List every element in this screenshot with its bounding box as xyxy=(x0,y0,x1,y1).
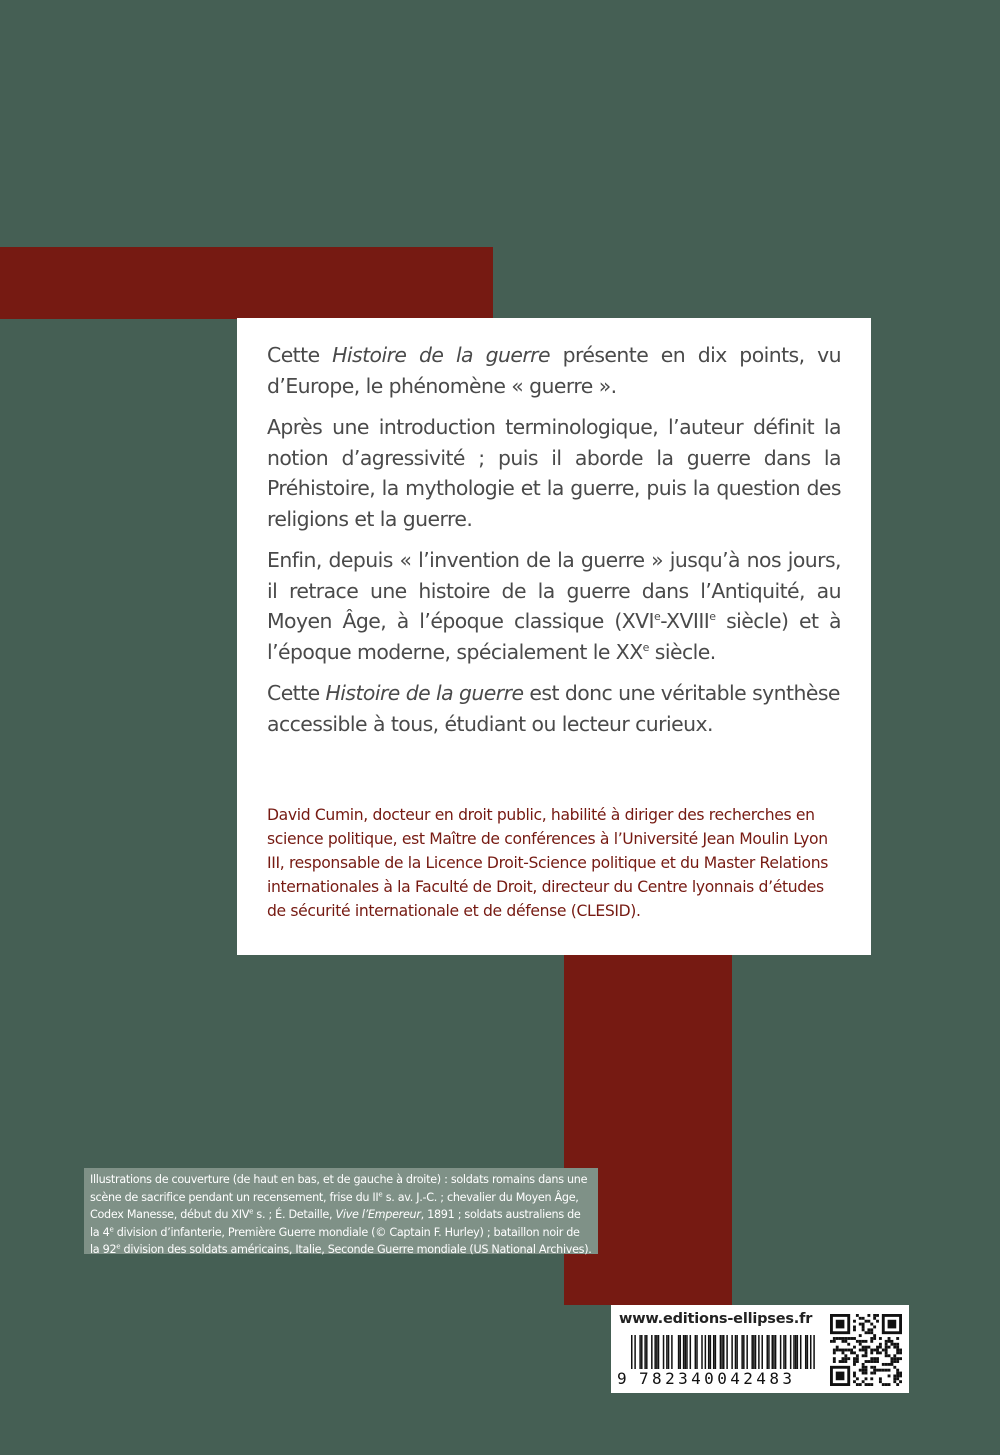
qr-cell xyxy=(862,1372,865,1375)
qr-cell xyxy=(850,1349,853,1352)
qr-cell xyxy=(853,1374,856,1377)
barcode-bar xyxy=(680,1335,682,1369)
qr-cell xyxy=(882,1349,885,1352)
barcode-bar xyxy=(723,1335,725,1369)
barcode-bar xyxy=(797,1335,799,1369)
isbn-first-digit: 9 xyxy=(617,1369,627,1388)
qr-code-icon xyxy=(830,1314,902,1386)
qr-cell xyxy=(893,1360,896,1363)
barcode-bar xyxy=(773,1335,775,1369)
qr-cell xyxy=(862,1328,865,1331)
qr-cell xyxy=(893,1343,896,1346)
qr-cell xyxy=(856,1383,859,1386)
barcode-bar xyxy=(668,1335,670,1369)
qr-cell xyxy=(853,1326,856,1329)
qr-cell xyxy=(870,1383,873,1386)
qr-cell xyxy=(879,1369,882,1372)
qr-cell xyxy=(899,1357,902,1360)
qr-cell xyxy=(833,1340,836,1343)
barcode-bar xyxy=(785,1335,787,1369)
qr-cell xyxy=(893,1357,896,1360)
qr-cell xyxy=(890,1357,893,1360)
qr-cell xyxy=(888,1374,891,1377)
qr-cell xyxy=(853,1380,856,1383)
qr-cell xyxy=(899,1372,902,1375)
qr-cell xyxy=(847,1357,850,1360)
qr-cell xyxy=(867,1320,870,1323)
qr-cell xyxy=(833,1337,836,1340)
qr-cell xyxy=(870,1328,873,1331)
qr-cell xyxy=(859,1334,862,1337)
qr-cell xyxy=(896,1377,899,1380)
qr-cell xyxy=(844,1349,847,1352)
barcode-bar xyxy=(634,1335,636,1369)
qr-cell xyxy=(862,1340,865,1343)
qr-cell xyxy=(896,1369,899,1372)
book-title-italic: Histoire de la guerre xyxy=(332,343,550,367)
qr-cell xyxy=(862,1366,865,1369)
qr-cell xyxy=(873,1366,876,1369)
qr-cell xyxy=(853,1360,856,1363)
qr-cell xyxy=(873,1317,876,1320)
book-title-italic: Histoire de la guerre xyxy=(325,681,524,705)
barcode-bar xyxy=(805,1335,807,1369)
qr-cell xyxy=(873,1337,876,1340)
qr-cell xyxy=(873,1372,876,1375)
qr-cell xyxy=(876,1360,879,1363)
isbn-digits: 782340042483 xyxy=(639,1369,796,1388)
barcode-bar xyxy=(656,1335,658,1369)
qr-cell xyxy=(853,1320,856,1323)
barcode-bar xyxy=(780,1335,782,1369)
qr-cell xyxy=(859,1383,862,1386)
qr-cell xyxy=(888,1369,891,1372)
qr-cell xyxy=(870,1366,873,1369)
qr-cell xyxy=(876,1346,879,1349)
qr-cell xyxy=(882,1363,885,1366)
qr-cell xyxy=(896,1372,899,1375)
cover-illustration-credits: Illustrations de couverture (de haut en bas, et de gauche à droite) : soldats romains dans une scène de sacrifice pendant un recensement, frise du IIe s. av. J.-C. ; chevalier du Moyen Âge, Codex Manesse, début du XIVe s. ; É. Detaille, Vive l’Empereur, 1891 ; soldats australiens de la 4e division d’infanterie, Première Guerre mondiale (© Captain F. Hurley) ; bataillon noir de la 92e division des soldats américains, Italie, Seconde Guerre mondiale (US National Archives). xyxy=(84,1168,598,1254)
barcode-bar xyxy=(701,1335,703,1369)
qr-cell xyxy=(885,1354,888,1357)
qr-cell xyxy=(896,1351,899,1354)
qr-cell xyxy=(853,1337,856,1340)
qr-cell xyxy=(847,1343,850,1346)
barcode-bar xyxy=(705,1335,707,1369)
barcode-bar xyxy=(753,1335,755,1369)
qr-cell xyxy=(867,1328,870,1331)
qr-cell xyxy=(865,1354,868,1357)
red-band-top xyxy=(0,247,493,319)
barcode-bar xyxy=(720,1335,722,1369)
qr-cell xyxy=(899,1374,902,1377)
qr-cell xyxy=(865,1372,868,1375)
qr-cell xyxy=(844,1340,847,1343)
qr-cell xyxy=(879,1380,882,1383)
barcode-bar xyxy=(761,1335,763,1369)
barcode-bar xyxy=(813,1335,815,1369)
qr-cell xyxy=(896,1337,899,1340)
barcode-bar xyxy=(696,1335,698,1369)
author-bio: David Cumin, docteur en droit public, habilité à diriger des recherches en science politique, est Maître de conférences à l’Université Jean Moulin Lyon III, responsable de la Licence Droit-Science politique et du Master Relations internationales à la Faculté de Droit, directeur du Centre lyonnais d’études de sécurité internationale et de défense (CLESID). xyxy=(267,806,829,920)
qr-cell xyxy=(862,1354,865,1357)
qr-cell xyxy=(879,1337,882,1340)
barcode-bar xyxy=(678,1335,680,1369)
barcode-bar xyxy=(666,1335,668,1369)
barcode-bar xyxy=(726,1335,728,1369)
qr-cell xyxy=(888,1363,891,1366)
barcode-bar xyxy=(741,1335,743,1369)
barcode-bar xyxy=(736,1335,738,1369)
qr-cell xyxy=(873,1349,876,1352)
barcode-bar xyxy=(708,1335,710,1369)
qr-cell xyxy=(876,1320,879,1323)
qr-cell xyxy=(865,1320,868,1323)
qr-cell xyxy=(859,1349,862,1352)
qr-cell xyxy=(879,1343,882,1346)
barcode-bar xyxy=(654,1335,656,1369)
qr-cell xyxy=(862,1323,865,1326)
qr-cell xyxy=(893,1374,896,1377)
barcode-bar xyxy=(641,1335,643,1369)
qr-cell xyxy=(867,1346,870,1349)
barcode-bar xyxy=(646,1335,648,1369)
barcode-bar xyxy=(766,1335,768,1369)
barcode-bar xyxy=(775,1335,777,1369)
qr-cell xyxy=(865,1366,868,1369)
qr-cell xyxy=(890,1363,893,1366)
qr-cell xyxy=(865,1369,868,1372)
qr-cell xyxy=(873,1369,876,1372)
barcode-bar xyxy=(807,1335,809,1369)
qr-cell xyxy=(836,1349,839,1352)
barcode-bar xyxy=(758,1335,760,1369)
qr-cell xyxy=(888,1320,897,1329)
qr-cell xyxy=(896,1374,899,1377)
qr-cell xyxy=(856,1360,859,1363)
qr-cell xyxy=(865,1351,868,1354)
qr-cell xyxy=(865,1331,868,1334)
blurb-paragraph-1: Cette Histoire de la guerre présente en dix points, vu d’Europe, le phénomène « guerre ». xyxy=(267,343,842,398)
qr-cell xyxy=(896,1346,899,1349)
qr-cell xyxy=(856,1377,859,1380)
qr-cell xyxy=(885,1363,888,1366)
qr-cell xyxy=(885,1349,888,1352)
qr-cell xyxy=(842,1360,845,1363)
qr-cell xyxy=(893,1346,896,1349)
qr-cell xyxy=(865,1349,868,1352)
qr-cell xyxy=(870,1372,873,1375)
barcode-bar xyxy=(755,1335,757,1369)
qr-cell xyxy=(873,1360,876,1363)
qr-cell xyxy=(870,1337,873,1340)
qr-cell xyxy=(862,1317,865,1320)
qr-cell xyxy=(844,1354,847,1357)
barcode-bar xyxy=(658,1335,660,1369)
qr-cell xyxy=(836,1320,845,1329)
qr-cell xyxy=(870,1340,873,1343)
barcode-bar xyxy=(639,1335,641,1369)
qr-cell xyxy=(842,1351,845,1354)
qr-cell xyxy=(833,1349,836,1352)
qr-cell xyxy=(859,1317,862,1320)
barcode-bar xyxy=(683,1335,685,1369)
qr-cell xyxy=(850,1337,853,1340)
qr-cell xyxy=(833,1351,836,1354)
qr-cell xyxy=(882,1369,885,1372)
qr-cell xyxy=(836,1372,845,1381)
qr-cell xyxy=(847,1349,850,1352)
qr-cell xyxy=(870,1360,873,1363)
qr-cell xyxy=(862,1326,865,1329)
publisher-website[interactable]: www.editions-ellipses.fr xyxy=(619,1311,813,1327)
barcode-bar xyxy=(731,1335,733,1369)
qr-cell xyxy=(839,1337,842,1340)
qr-cell xyxy=(842,1337,845,1340)
qr-cell xyxy=(862,1369,865,1372)
blurb xyxy=(267,340,841,739)
barcode-bar xyxy=(768,1335,770,1369)
qr-cell xyxy=(873,1334,876,1337)
qr-cell xyxy=(862,1346,865,1349)
qr-cell xyxy=(867,1331,870,1334)
qr-cell xyxy=(856,1340,859,1343)
barcode-bar xyxy=(631,1335,633,1369)
qr-cell xyxy=(842,1349,845,1352)
qr-cell xyxy=(844,1357,847,1360)
blurb-paragraph-2: Après une introduction terminologique, l’auteur définit la notion d’agressivité ; puis il aborde la guerre dans la Préhistoire, la mythologie et la guerre, puis la question des religions et la guerre. xyxy=(267,415,841,531)
barcode-bar xyxy=(721,1335,723,1369)
qr-cell xyxy=(862,1380,865,1383)
barcode-bar xyxy=(793,1335,795,1369)
qr-cell xyxy=(896,1383,899,1386)
barcode-bar xyxy=(695,1335,697,1369)
qr-cell xyxy=(893,1354,896,1357)
qr-cell xyxy=(896,1343,899,1346)
qr-cell xyxy=(833,1360,836,1363)
qr-cell xyxy=(885,1351,888,1354)
qr-cell xyxy=(842,1357,845,1360)
qr-cell xyxy=(879,1351,882,1354)
barcode-bar xyxy=(790,1335,792,1369)
qr-cell xyxy=(839,1349,842,1352)
qr-cell xyxy=(850,1351,853,1354)
qr-cell xyxy=(879,1377,882,1380)
qr-cell xyxy=(844,1360,847,1363)
barcode-bar xyxy=(685,1335,687,1369)
barcode-bar xyxy=(710,1335,712,1369)
qr-cell xyxy=(859,1340,862,1343)
qr-cell xyxy=(859,1369,862,1372)
qr-cell xyxy=(873,1357,876,1360)
qr-cell xyxy=(885,1383,888,1386)
qr-cell xyxy=(853,1351,856,1354)
qr-cell xyxy=(890,1343,893,1346)
back-cover-text-panel xyxy=(237,318,871,955)
qr-cell xyxy=(870,1349,873,1352)
qr-cell xyxy=(893,1380,896,1383)
qr-cell xyxy=(867,1383,870,1386)
qr-cell xyxy=(853,1363,856,1366)
qr-cell xyxy=(870,1377,873,1380)
qr-cell xyxy=(876,1314,879,1317)
qr-cell xyxy=(885,1346,888,1349)
qr-cell xyxy=(847,1337,850,1340)
barcode-panel xyxy=(611,1305,909,1393)
barcode-bar xyxy=(651,1335,653,1369)
qr-cell xyxy=(873,1326,876,1329)
barcode-bar xyxy=(735,1335,737,1369)
qr-cell xyxy=(899,1349,902,1352)
barcode-bar xyxy=(751,1335,753,1369)
qr-cell xyxy=(888,1346,891,1349)
qr-cell xyxy=(853,1372,856,1375)
qr-cell xyxy=(890,1340,893,1343)
qr-cell xyxy=(867,1360,870,1363)
barcode-bar xyxy=(746,1335,748,1369)
barcode-bar xyxy=(800,1335,802,1369)
qr-cell xyxy=(859,1323,862,1326)
qr-cell xyxy=(885,1343,888,1346)
qr-cell xyxy=(876,1349,879,1352)
qr-cell xyxy=(865,1360,868,1363)
barcode-bar xyxy=(715,1335,717,1369)
qr-cell xyxy=(876,1369,879,1372)
qr-cell xyxy=(885,1340,888,1343)
qr-cell xyxy=(876,1357,879,1360)
barcode-bar xyxy=(713,1335,715,1369)
blurb-paragraph-4: Cette Histoire de la guerre est donc une véritable synthèse accessible à tous, étudiant ou lecteur curieux. xyxy=(267,681,840,736)
barcode-bar xyxy=(783,1335,785,1369)
qr-cell xyxy=(870,1357,873,1360)
qr-cell xyxy=(873,1314,876,1317)
qr-cell xyxy=(830,1340,833,1343)
qr-cell xyxy=(899,1351,902,1354)
qr-cell xyxy=(867,1314,870,1317)
qr-cell xyxy=(865,1340,868,1343)
barcode-bar xyxy=(690,1335,692,1369)
barcode-bar xyxy=(743,1335,745,1369)
qr-cell xyxy=(870,1323,873,1326)
barcode-bar xyxy=(644,1335,646,1369)
qr-cell xyxy=(853,1346,856,1349)
qr-cell xyxy=(888,1383,891,1386)
qr-cell xyxy=(865,1383,868,1386)
qr-cell xyxy=(853,1357,856,1360)
qr-cell xyxy=(893,1377,896,1380)
barcode-bar xyxy=(772,1335,774,1369)
qr-cell xyxy=(859,1343,862,1346)
qr-cell xyxy=(836,1346,839,1349)
qr-cell xyxy=(862,1363,865,1366)
qr-cell xyxy=(896,1357,899,1360)
qr-cell xyxy=(899,1380,902,1383)
qr-cell xyxy=(882,1383,885,1386)
qr-cell xyxy=(856,1354,859,1357)
qr-cell xyxy=(888,1354,891,1357)
qr-cell xyxy=(896,1360,899,1363)
barcode-bar xyxy=(795,1335,797,1369)
qr-cell xyxy=(870,1351,873,1354)
qr-cell xyxy=(888,1340,891,1343)
qr-cell xyxy=(879,1346,882,1349)
qr-cell xyxy=(865,1377,868,1380)
qr-cell xyxy=(865,1346,868,1349)
barcode-bar xyxy=(810,1335,812,1369)
qr-cell xyxy=(885,1369,888,1372)
blurb-paragraph-3: Enfin, depuis « l’invention de la guerre » jusqu’à nos jours, il retrace une histoire de la guerre dans l’Antiquité, au Moyen Âge, à l’époque classique (XVIe-XVIIIe siècle) et à l’époque moderne, spécialement le XXe siècle. xyxy=(267,548,841,664)
qr-cell xyxy=(870,1331,873,1334)
qr-cell xyxy=(876,1351,879,1354)
qr-cell xyxy=(862,1349,865,1352)
qr-cell xyxy=(896,1349,899,1352)
qr-cell xyxy=(844,1337,847,1340)
qr-cell xyxy=(888,1337,891,1340)
barcode-bar xyxy=(663,1335,665,1369)
qr-cell xyxy=(890,1360,893,1363)
qr-cell xyxy=(839,1360,842,1363)
qr-cell xyxy=(853,1328,856,1331)
qr-cell xyxy=(836,1337,839,1340)
qr-cell xyxy=(893,1366,896,1369)
barcode-bar xyxy=(671,1335,673,1369)
qr-cell xyxy=(842,1340,845,1343)
qr-cell xyxy=(856,1357,859,1360)
isbn-barcode xyxy=(631,1335,815,1373)
barcode-bar xyxy=(686,1335,688,1369)
qr-cell xyxy=(833,1357,836,1360)
qr-cell xyxy=(856,1314,859,1317)
